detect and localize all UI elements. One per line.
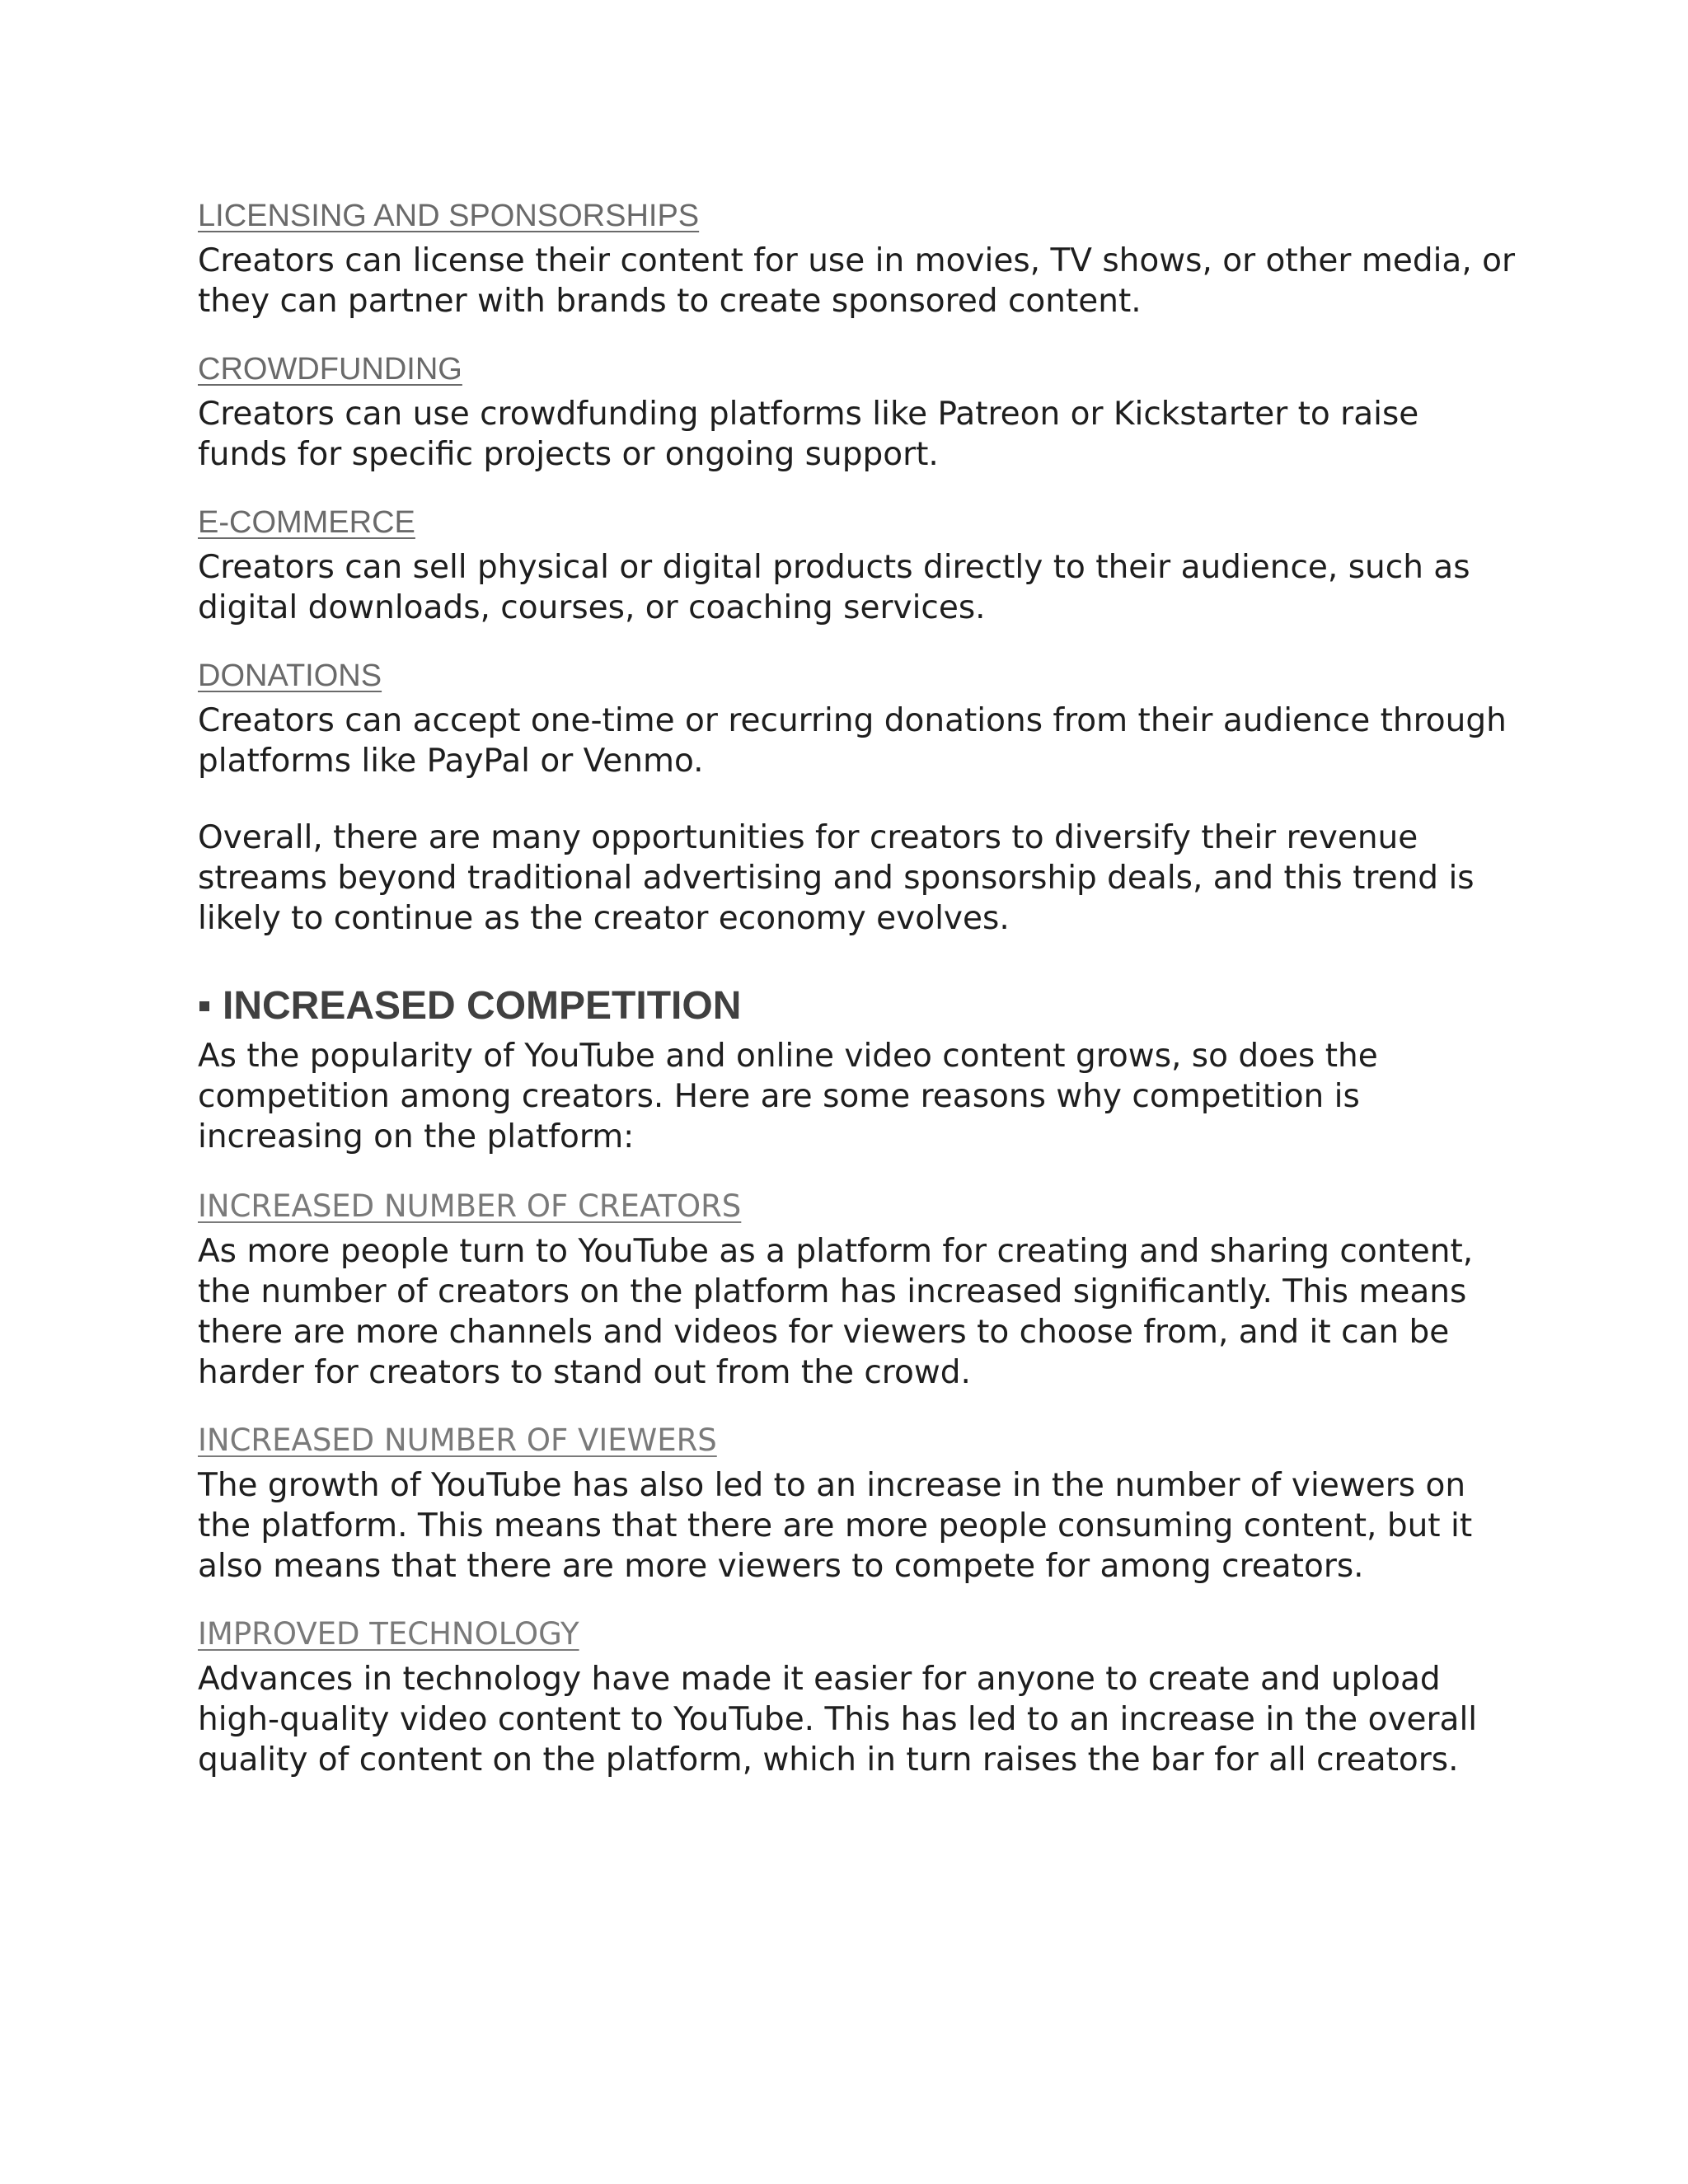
- paragraph-viewers: The growth of YouTube has also led to an increase in the number of viewers on the platform. This means that there are more people consuming content, but it also means that there are more viewers to compete for among creators.: [198, 1467, 1473, 1585]
- paragraph-donations: Creators can accept one-time or recurring donations from their audience through platforms like PayPal or Venmo.: [198, 702, 1507, 780]
- section-competition: [198, 982, 1517, 1780]
- subheading-licensing: LICENSING AND SPONSORSHIPS: [198, 199, 700, 233]
- section-ecommerce: [198, 501, 1517, 628]
- paragraph-technology: Advances in technology have made it easier for anyone to create and upload high-quality video content to YouTube. This has led to an increase in the overall quality of content on the platform, which in turn raises the bar for all creators.: [198, 1661, 1478, 1779]
- section-crowdfunding: [198, 348, 1517, 475]
- paragraph-overall: Overall, there are many opportunities for creators to diversify their revenue streams beyond traditional advertising and sponsorship deals, and this trend is likely to continue as the creator economy evolves.: [198, 819, 1475, 937]
- document-page: [198, 194, 1517, 1807]
- section-title-competition: [198, 982, 1517, 1031]
- paragraph-crowdfunding: Creators can use crowdfunding platforms like Patreon or Kickstarter to raise funds for specific projects or ongoing support.: [198, 396, 1419, 473]
- subheading-viewers: INCREASED NUMBER OF VIEWERS: [198, 1422, 717, 1458]
- paragraph-licensing: Creators can license their content for use in movies, TV shows, or other media, or they can partner with brands to create sponsored content.: [198, 242, 1516, 320]
- subheading-donations: DONATIONS: [198, 658, 382, 693]
- subheading-ecommerce: E-COMMERCE: [198, 505, 415, 540]
- subheading-technology: IMPROVED TECHNOLOGY: [198, 1616, 579, 1652]
- section-licensing: [198, 194, 1517, 321]
- section-title-text: INCREASED COMPETITION: [223, 984, 742, 1028]
- paragraph-creators: As more people turn to YouTube as a platform for creating and sharing content, the number of creators on the platform has increased significantly. This means there are more channels and videos for viewers to choose from, and it can be harder for creators to stand out from the crowd.: [198, 1233, 1474, 1391]
- subheading-creators: INCREASED NUMBER OF CREATORS: [198, 1188, 742, 1224]
- section-creators: [198, 1185, 1517, 1393]
- paragraph-competition-intro: As the popularity of YouTube and online video content grows, so does the competition among creators. Here are some reasons why competition is increasing on the platform:: [198, 1038, 1378, 1155]
- paragraph-ecommerce: Creators can sell physical or digital products directly to their audience, such as digital downloads, courses, or coaching services.: [198, 549, 1470, 626]
- section-viewers: [198, 1419, 1517, 1586]
- subheading-crowdfunding: CROWDFUNDING: [198, 352, 462, 387]
- section-donations: [198, 654, 1517, 781]
- section-technology: [198, 1613, 1517, 1780]
- square-bullet-icon: [199, 1001, 209, 1011]
